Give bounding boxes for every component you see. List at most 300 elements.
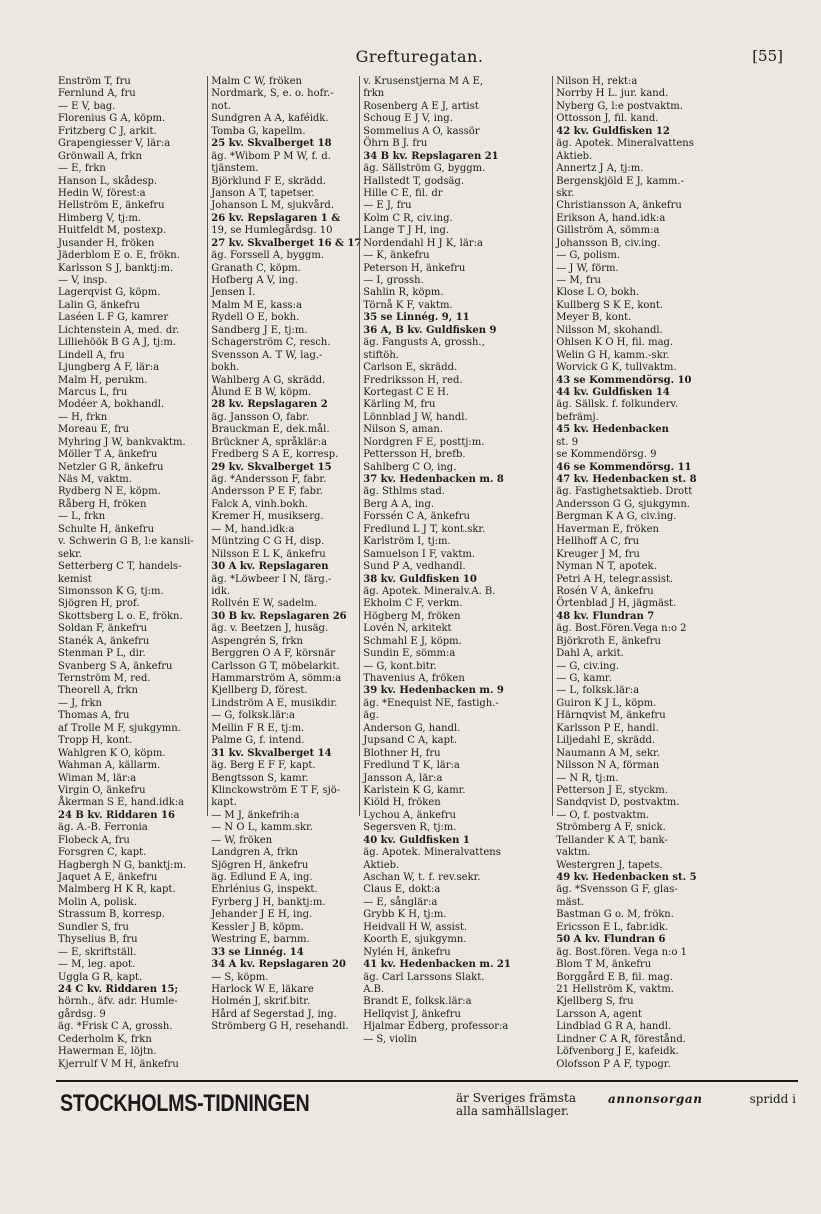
directory-entry: — G, civ.ing. — [556, 660, 620, 672]
directory-entry: Westring E, barnm. — [211, 934, 310, 946]
directory-entry: Ternström M, red. — [58, 673, 151, 684]
directory-entry: Wahlberg A G, skrädd. — [211, 374, 326, 386]
directory-entry: Carlsson G T, möbelarkit. — [211, 660, 340, 672]
directory-entry: Cederholm K, frkn — [58, 1033, 152, 1045]
directory-entry: Kremer H, musikserg. — [211, 511, 324, 523]
directory-entry: Rosenberg A E J, artist — [363, 100, 479, 112]
directory-entry: Lange T J H, ing. — [363, 225, 450, 237]
column-4 — [552, 76, 798, 1070]
directory-entry: Moreau E, fru — [58, 424, 130, 436]
directory-entry: — E, sånglär:a — [363, 896, 438, 908]
directory-entry: Flobeck A, fru — [58, 834, 130, 846]
directory-entry: Brauckman E, dek.mål. — [211, 424, 330, 436]
directory-entry: Lindström A E, musikdir. — [211, 697, 338, 709]
directory-entry: Nilsson N A, förman — [556, 760, 660, 772]
directory-entry: Tellander K A T, bank- — [556, 834, 668, 846]
directory-entry: Rosén V A, änkefru — [556, 585, 654, 597]
directory-entry: — H, frkn — [58, 411, 108, 423]
directory-entry: Lychou A, änkefru — [363, 809, 456, 821]
directory-entry: Sund P A, vedhandl. — [363, 561, 466, 573]
directory-entry: Sandqvist D, postvaktm. — [556, 797, 680, 809]
directory-entry: Blom T M, änkefru — [556, 959, 652, 971]
directory-entry: Forsgren C, kapt. — [58, 847, 147, 859]
directory-entry: Heidvall H W, assist. — [363, 921, 468, 933]
directory-entry: Pettersson H, brefb. — [363, 449, 466, 461]
directory-entry: Larsson A, agent — [556, 1008, 642, 1020]
directory-entry: Hanson L, skådesp. — [58, 175, 158, 187]
directory-entry: 42 kv. Guldfisken 12 — [556, 125, 670, 137]
directory-entry: Soldan F, änkefru — [58, 623, 148, 635]
directory-entry: Bengtsson S, kamr. — [211, 772, 309, 784]
directory-entry: äg. Berg E F F, kapt. — [211, 760, 316, 772]
directory-entry: Nyberg G, l:e postvaktm. — [556, 100, 683, 112]
directory-entry: Virgin O, änkefru — [58, 784, 146, 796]
directory-entry: Sommelius A O, kassör — [363, 125, 480, 137]
directory-entry: Holmén J, skrif.bitr. — [211, 996, 311, 1008]
directory-entry: Kolm C R, civ.ing. — [363, 212, 453, 224]
directory-entry: 25 kv. Skvalberget 18 — [211, 138, 332, 150]
directory-entry: — I, grossh. — [363, 275, 424, 286]
directory-entry: Fredriksson H, red. — [363, 374, 463, 386]
directory-entry: af Trolle M F, sjukgymn. — [58, 722, 181, 734]
directory-entry: Landgren A, frkn — [211, 847, 298, 859]
directory-entry: Marcus L, fru — [58, 386, 128, 398]
street-title: Grefturegatan. — [355, 47, 484, 66]
directory-entry: äg. Sällström G, byggm. — [363, 163, 486, 175]
directory-entry: 27 kv. Skvalberget 16 & 17 — [211, 237, 362, 249]
directory-entry: Ljungberg A F, lär:a — [58, 362, 160, 374]
directory-entry: äg. A.-B. Ferronia — [58, 822, 148, 834]
directory-entry: Bergman K A G, civ.ing. — [556, 511, 677, 523]
directory-entry: 48 kv. Flundran 7 — [556, 610, 655, 622]
directory-entry: st. 9 — [556, 436, 579, 448]
directory-entry: Sundgren A A, kaféidk. — [211, 113, 329, 125]
directory-entry: Aktieb. — [556, 150, 593, 162]
directory-entry: Jupsand C A, kapt. — [363, 735, 458, 747]
directory-entry: Huitfeldt M, postexp. — [58, 225, 167, 237]
directory-entry: Ehrlénius G, inspekt. — [211, 884, 318, 896]
directory-entry: Nilsson M, skohandl. — [556, 324, 663, 336]
directory-entry: Ericsson E L, fabr.idk. — [556, 921, 669, 933]
directory-entry: Lagerqvist G, köpm. — [58, 287, 161, 299]
directory-entry: Grapengiesser V, lär:a — [58, 138, 171, 150]
directory-entry: A.B. — [363, 983, 385, 995]
directory-entry: — M, leg. apot. — [58, 959, 136, 971]
directory-entry: — E J, fru — [363, 200, 412, 212]
directory-entry: — O, f. postvaktm. — [556, 809, 650, 821]
directory-entry: Råberg H, fröken — [58, 498, 147, 510]
directory-entry: Nordmark, S, e. o. hofr.- — [211, 88, 334, 100]
directory-entry: Olofsson P A F, typogr. — [556, 1058, 671, 1070]
directory-entry: äg. *Löwbeer I N, färg.- — [211, 573, 332, 585]
directory-entry: Örtenblad J H, jägmäst. — [556, 598, 677, 610]
directory-entry: Hille C E, fil. dr — [363, 187, 443, 199]
directory-entry: Gillström A, sömm:a — [556, 225, 660, 237]
directory-entry: Nilson H, rekt:a — [556, 76, 638, 87]
directory-entry: Fredberg S A E, korresp. — [211, 449, 339, 461]
directory-entry: Ottosson J, fil. kand. — [556, 113, 659, 125]
directory-entry: Högberg M, fröken — [363, 610, 461, 622]
directory-entry: — M, hand.idk:a — [211, 523, 295, 535]
directory-entry: Jäderblom E o. E, frökn. — [58, 250, 180, 262]
directory-entry: Christiansson A, änkefru — [556, 200, 682, 212]
directory-entry: Rydell O E, bokh. — [211, 312, 300, 324]
directory-entry: Palme G, f. intend. — [211, 735, 305, 747]
directory-entry: Björklund F E, skrädd. — [211, 175, 326, 187]
directory-entry: Åkerman S E, hand.idk:a — [58, 797, 185, 809]
directory-entry: 34 A kv. Repslagaren 20 — [211, 959, 346, 971]
ad-highlight-word: annonsorgan — [608, 1092, 703, 1106]
directory-entry: 28 kv. Repslagaren 2 — [211, 399, 328, 411]
directory-entry: Nylén H, änkefru — [363, 946, 451, 958]
directory-entry: Andersson P E F, fabr. — [211, 486, 323, 498]
directory-entry: Laséen L F G, kamrer — [58, 312, 169, 324]
directory-entry: Florenius G A, köpm. — [58, 113, 166, 125]
newspaper-brand: STOCKHOLMS-TIDNINGEN — [60, 1090, 310, 1117]
directory-entry: Brückner A, språklär:a — [211, 436, 327, 448]
directory-entry: — G, polism. — [556, 250, 621, 262]
directory-entry: Sahlberg C O, ing. — [363, 461, 457, 473]
directory-entry: 43 se Kommendörsg. 10 — [556, 374, 692, 386]
directory-entry: Hellström E, änkefru — [58, 200, 165, 212]
directory-entry: Björkroth E, änkefru — [556, 635, 661, 647]
directory-entry: — V, insp. — [58, 275, 108, 286]
directory-entry: Lindner C A R, förestånd. — [556, 1033, 686, 1045]
directory-entry: Borggård E B, fil. mag. — [556, 971, 673, 983]
directory-entry: 37 kv. Hedenbacken m. 8 — [363, 474, 504, 485]
directory-entry: Segersven R, tj:m. — [363, 822, 457, 834]
directory-entry: Falck A, vinh.bokh. — [211, 498, 309, 510]
directory-entry: Setterberg C T, handels- — [58, 561, 182, 573]
directory-entry: Claus E, dokt:a — [363, 884, 441, 896]
directory-entry: Hallstedt T, godsäg. — [363, 175, 465, 187]
directory-entry: Kärling M, fru — [363, 399, 436, 411]
directory-entry: Tomba G, kapellm. — [211, 125, 306, 137]
directory-entry: Fredlund L J T, kont.skr. — [363, 523, 486, 535]
directory-entry: Lönnblad J W, handl. — [363, 411, 468, 423]
directory-entry: Carlson E, skrädd. — [363, 362, 458, 374]
column-3 — [359, 76, 552, 1045]
directory-entry: Johanson L M, sjukvård. — [211, 200, 334, 212]
directory-entry: Sjögren H, änkefru — [211, 859, 309, 871]
directory-entry: — S, köpm. — [211, 971, 269, 983]
directory-columns — [56, 76, 798, 1070]
directory-entry: not. — [211, 100, 231, 112]
directory-entry: Skottsberg L o. E, frökn. — [58, 610, 183, 622]
directory-entry: Hagbergh N G, banktj:m. — [58, 859, 187, 871]
directory-entry: Kjellberg S, fru — [556, 996, 634, 1008]
directory-entry: Peterson H, änkefru — [363, 262, 466, 274]
directory-entry: Schagerström C, resch. — [211, 337, 331, 349]
directory-entry: sekr. — [58, 548, 82, 560]
directory-entry: vaktm. — [556, 847, 591, 859]
directory-entry: Johansson B, civ.ing. — [556, 237, 661, 249]
directory-entry: Jaquet A E, änkefru — [58, 872, 158, 883]
directory-entry: Malm H, perukm. — [58, 374, 148, 386]
directory-entry: Grönwall A, frkn — [58, 150, 142, 162]
directory-entry: Kessler J B, köpm. — [211, 921, 304, 933]
directory-entry: 44 kv. Guldfisken 14 — [556, 386, 670, 398]
directory-entry: Berggren O A F, körsnär — [211, 648, 336, 660]
directory-entry: Strassum B, korresp. — [58, 909, 165, 921]
directory-entry: Petterson J E, styckm. — [556, 784, 668, 796]
directory-entry: 31 kv. Skvalberget 14 — [211, 747, 332, 759]
directory-entry: 24 B kv. Riddaren 16 — [58, 809, 175, 821]
directory-entry: Törnå K F, vaktm. — [363, 299, 453, 311]
directory-entry: Sundler S, fru — [58, 921, 129, 933]
directory-entry: Jensen I. — [211, 287, 256, 299]
directory-entry: äg. Bost.fören. Vega n:o 1 — [556, 946, 688, 958]
directory-entry: Fritzberg C J, arkit. — [58, 125, 157, 137]
directory-entry: bokh. — [211, 362, 240, 374]
directory-entry: Jehander J E H, ing. — [211, 909, 313, 921]
directory-entry: 49 kv. Hedenbacken st. 5 — [556, 872, 697, 883]
directory-entry: Lovén N, arkitekt — [363, 623, 452, 635]
directory-entry: Schulte H, änkefru — [58, 523, 155, 535]
directory-entry: Thomas A, fru — [58, 710, 130, 722]
directory-entry: Berg A A, ing. — [363, 498, 435, 510]
directory-entry: — W, fröken — [211, 834, 273, 846]
directory-entry: Lindblad G R A, handl. — [556, 1021, 672, 1033]
directory-entry: Sandberg J E, tj:m. — [211, 324, 308, 336]
directory-entry: äg. Bost.Fören.Vega n:o 2 — [556, 623, 687, 635]
directory-entry: Wahlgren K O, köpm. — [58, 747, 166, 759]
directory-entry: Rydberg N E, köpm. — [58, 486, 161, 498]
directory-entry: äg. *Wibom P M W, f. d. — [211, 150, 331, 162]
directory-entry: Modéer A, bokhandl. — [58, 399, 165, 411]
directory-entry: Fyrberg J H, banktj:m. — [211, 896, 326, 908]
directory-entry: 30 B kv. Repslagaren 26 — [211, 610, 347, 622]
directory-entry: Hellhoff A C, fru — [556, 536, 640, 548]
directory-entry: Müntzing C G H, disp. — [211, 536, 325, 548]
directory-entry: stiftöh. — [363, 349, 399, 361]
directory-entry: Samuelson I F, vaktm. — [363, 548, 476, 560]
directory-entry: v. Schwerin G B, l:e kansli- — [58, 536, 194, 548]
directory-entry: — M, fru — [556, 275, 601, 286]
directory-entry: Karlström I, tj:m. — [363, 536, 451, 548]
directory-entry: Nilson S, aman. — [363, 424, 444, 436]
directory-entry: v. Krusenstjerna M A E, — [363, 76, 484, 87]
directory-entry: 40 kv. Guldfisken 1 — [363, 834, 470, 846]
directory-entry: befrämj. — [556, 411, 599, 423]
directory-entry: Hjalmar Edberg, professor:a — [363, 1021, 509, 1033]
directory-entry: frkn — [363, 88, 385, 100]
directory-entry: Näs M, vaktm. — [58, 474, 132, 485]
directory-entry: Fredlund T K, lär:a — [363, 760, 460, 772]
directory-entry: Stanék A, änkefru — [58, 635, 150, 647]
directory-entry: äg. Carl Larssons Slakt. — [363, 971, 485, 983]
directory-entry: Harlock W E, läkare — [211, 983, 314, 995]
directory-entry: Blothner H, fru — [363, 747, 441, 759]
directory-entry: Welin G H, kamm.-skr. — [556, 349, 670, 361]
directory-entry: Strömberg A F, snick. — [556, 822, 666, 834]
directory-entry: Nordgren F E, posttj:m. — [363, 436, 485, 448]
directory-entry: Sahlin R, köpm. — [363, 287, 444, 299]
directory-entry: se Kommendörsg. 9 — [556, 449, 657, 461]
directory-entry: Dahl A, arkit. — [556, 648, 624, 660]
directory-entry: Karlsson P E, handl. — [556, 722, 659, 734]
directory-entry: 34 B kv. Repslagaren 21 — [363, 150, 499, 162]
directory-entry: äg. Forssell A, byggm. — [211, 250, 324, 262]
directory-entry: Kreuger J M, fru — [556, 548, 640, 560]
directory-entry: 45 kv. Hedenbacken — [556, 424, 669, 436]
directory-entry: tjänstem. — [211, 163, 259, 175]
page-header — [56, 47, 783, 71]
directory-entry: — G, folksk.lär:a — [211, 710, 296, 722]
directory-entry: äg. *Andersson F, fabr. — [211, 474, 327, 485]
directory-entry: Ekholm C F, verkm. — [363, 598, 463, 610]
directory-entry: Lindell A, fru — [58, 349, 125, 361]
directory-entry: 39 kv. Hedenbacken m. 9 — [363, 685, 504, 697]
directory-entry: Jusander H, fröken — [58, 237, 155, 249]
directory-entry: Aktieb. — [363, 859, 400, 871]
directory-entry: hörnh., äfv. adr. Humle- — [58, 996, 178, 1008]
directory-entry: Aschan W, t. f. rev.sekr. — [363, 872, 481, 883]
directory-entry: 30 A kv. Repslagaren — [211, 561, 329, 573]
directory-entry: Lichtenstein A, med. dr. — [58, 324, 180, 336]
directory-entry: Hawerman E, löjtn. — [58, 1046, 157, 1058]
directory-entry: Kjerrulf V M H, änkefru — [58, 1058, 179, 1070]
directory-entry: äg. Apotek. Mineralvattens — [556, 138, 694, 150]
directory-entry: Wiman M, lär:a — [58, 772, 137, 784]
directory-entry: Kjellberg D, förest. — [211, 685, 308, 697]
directory-entry: kemist — [58, 573, 92, 585]
directory-entry: Theorell A, frkn — [58, 685, 138, 697]
directory-entry: — S, violin — [363, 1033, 417, 1045]
directory-entry: äg. Edlund E A, ing. — [211, 872, 313, 883]
directory-entry: Schmahl E J, köpm. — [363, 635, 462, 647]
directory-entry: Enström T, fru — [58, 76, 131, 87]
directory-entry: kapt. — [211, 797, 237, 809]
ad-tagline — [456, 1092, 576, 1118]
directory-entry: Mellin F R E, tj:m. — [211, 722, 305, 734]
directory-entry: Sundin E, sömm:a — [363, 648, 456, 660]
directory-entry: Klose L O, bokh. — [556, 287, 640, 299]
directory-entry: 19, se Humlegårdsg. 10 — [211, 225, 333, 237]
directory-entry: Forssén C A, änkefru — [363, 511, 470, 523]
directory-entry: Wahman A, källarm. — [58, 760, 161, 772]
ad-tagline-end: spridd i — [749, 1092, 796, 1106]
directory-entry: Guiron K J L, köpm. — [556, 697, 657, 709]
directory-entry: Löfvenborg J E, kafeidk. — [556, 1046, 679, 1058]
directory-entry: — G, kamr. — [556, 673, 612, 684]
directory-entry: Klinckowström E T F, sjö- — [211, 784, 341, 796]
directory-entry: Grybb K H, tj:m. — [363, 909, 447, 921]
directory-entry: Hammarström A, sömm:a — [211, 673, 342, 684]
directory-entry: idk. — [211, 585, 231, 597]
column-2 — [207, 76, 362, 1033]
directory-entry: Malm M E, kass:a — [211, 299, 302, 311]
directory-entry: Worvick G K, tullvaktm. — [556, 362, 677, 374]
directory-entry: Nordendahl H J K, lär:a — [363, 237, 483, 249]
directory-entry: Tropp H, kont. — [58, 735, 133, 747]
directory-entry: äg. Fastighetsaktieb. Drott — [556, 486, 693, 498]
directory-entry: äg. v. Beetzen J, husäg. — [211, 623, 329, 635]
directory-entry: Jansson A, lär:a — [363, 772, 443, 784]
directory-entry: Svanberg S A, änkefru — [58, 660, 173, 672]
directory-entry: Haverman E, fröken — [556, 523, 659, 535]
directory-entry: äg. Sthlms stad. — [363, 486, 445, 498]
directory-entry: Uggla G R, kapt. — [58, 971, 143, 983]
directory-entry: Molin A, polisk. — [58, 896, 138, 908]
ad-tagline-line2: alla samhällslager. — [456, 1104, 570, 1118]
column-1 — [56, 76, 207, 1070]
directory-entry: äg. *Svensson G F, glas- — [556, 884, 678, 896]
directory-entry: Petri A H, telegr.assist. — [556, 573, 674, 585]
directory-entry: Nilsson E L K, änkefru — [211, 548, 326, 560]
directory-entry: Meyer B, kont. — [556, 312, 632, 324]
directory-entry: 26 kv. Repslagaren 1 & — [211, 212, 341, 224]
directory-entry: — E V, bag. — [58, 100, 116, 112]
directory-entry: äg. Fangusts A, grossh., — [363, 337, 485, 349]
directory-entry: Netzler G R, änkefru — [58, 461, 164, 473]
directory-entry: — E, frkn — [58, 163, 106, 175]
directory-entry: Nyman N T, apotek. — [556, 561, 657, 573]
directory-entry: Hofberg A V, ing. — [211, 275, 298, 286]
directory-entry: Kiöld H, fröken — [363, 797, 441, 809]
directory-entry: Ålund E B W, köpm. — [211, 386, 312, 398]
directory-entry: Fernlund A, fru — [58, 88, 136, 100]
directory-entry: äg. Apotek. Mineralv.A. B. — [363, 585, 496, 597]
directory-entry: Bastman G o. M, frökn. — [556, 909, 674, 921]
ad-tagline-line1: är Sveriges främsta — [456, 1091, 576, 1105]
directory-entry: 36 A, B kv. Guldfisken 9 — [363, 324, 497, 336]
directory-entry: Ohlsen K O H, fil. mag. — [556, 337, 674, 349]
directory-entry: — K, änkefru — [363, 250, 430, 262]
directory-entry: Westergren J, tapets. — [556, 859, 663, 871]
directory-entry: — L, frkn — [58, 511, 106, 523]
directory-entry: Simonsson K G, tj:m. — [58, 585, 164, 597]
directory-entry: Koorth E, sjukgymn. — [363, 934, 467, 946]
directory-entry: — E, skriftställ. — [58, 946, 137, 958]
directory-entry: Annertz J A, tj:m. — [556, 163, 644, 175]
directory-entry: äg. Apotek. Mineralvattens — [363, 847, 501, 859]
page-number: [55] — [752, 47, 783, 65]
directory-entry: Liljedahl E, skrädd. — [556, 735, 656, 747]
directory-entry: äg. *Frisk C A, grossh. — [58, 1021, 173, 1033]
directory-entry: Lilliehöök B G A J, tj:m. — [58, 337, 177, 349]
directory-entry: Stenman P L, dir. — [58, 648, 146, 660]
directory-entry: Hedin W, förest:a — [58, 187, 146, 199]
directory-entry: Thavenius A, fröken — [363, 673, 465, 684]
directory-entry: Bergenskjöld E J, kamm.- — [556, 175, 684, 187]
directory-entry: Erikson A, hand.idk:a — [556, 212, 666, 224]
directory-entry: Janson A T, tapetser. — [211, 187, 315, 199]
directory-entry: — J, frkn — [58, 697, 102, 709]
directory-entry: 35 se Linnég. 9, 11 — [363, 312, 470, 324]
directory-entry: Kullberg S K E, kont. — [556, 299, 664, 311]
directory-entry: äg. — [363, 710, 379, 722]
directory-entry: Anderson G, handl. — [363, 722, 461, 734]
directory-entry: Rollvén E W, sadelm. — [211, 598, 318, 610]
directory-entry: — G, kont.bitr. — [363, 660, 437, 672]
directory-entry: Naumann A M, sekr. — [556, 747, 660, 759]
directory-entry: — N R, tj:m. — [556, 772, 619, 784]
directory-entry: Himberg V, tj:m. — [58, 212, 142, 224]
directory-entry: — M J, änkefrih:a — [211, 809, 300, 821]
directory-entry: Hård af Segerstad J, ing. — [211, 1008, 337, 1020]
directory-entry: Andersson G G, sjukgymn. — [556, 498, 690, 510]
directory-entry: Lalin G, änkefru — [58, 299, 140, 311]
directory-entry: 50 A kv. Flundran 6 — [556, 934, 666, 946]
directory-entry: äg. Sällsk. f. folkunderv. — [556, 399, 679, 411]
directory-entry: — L, folksk.lär:a — [556, 685, 640, 697]
directory-entry: 46 se Kommendörsg. 11 — [556, 461, 692, 473]
directory-entry: — N O L, kamm.skr. — [211, 822, 313, 834]
directory-entry: 41 kv. Hedenbacken m. 21 — [363, 959, 511, 971]
directory-entry: gårdsg. 9 — [58, 1008, 106, 1020]
directory-entry: Strömberg G H, resehandl. — [211, 1021, 349, 1033]
